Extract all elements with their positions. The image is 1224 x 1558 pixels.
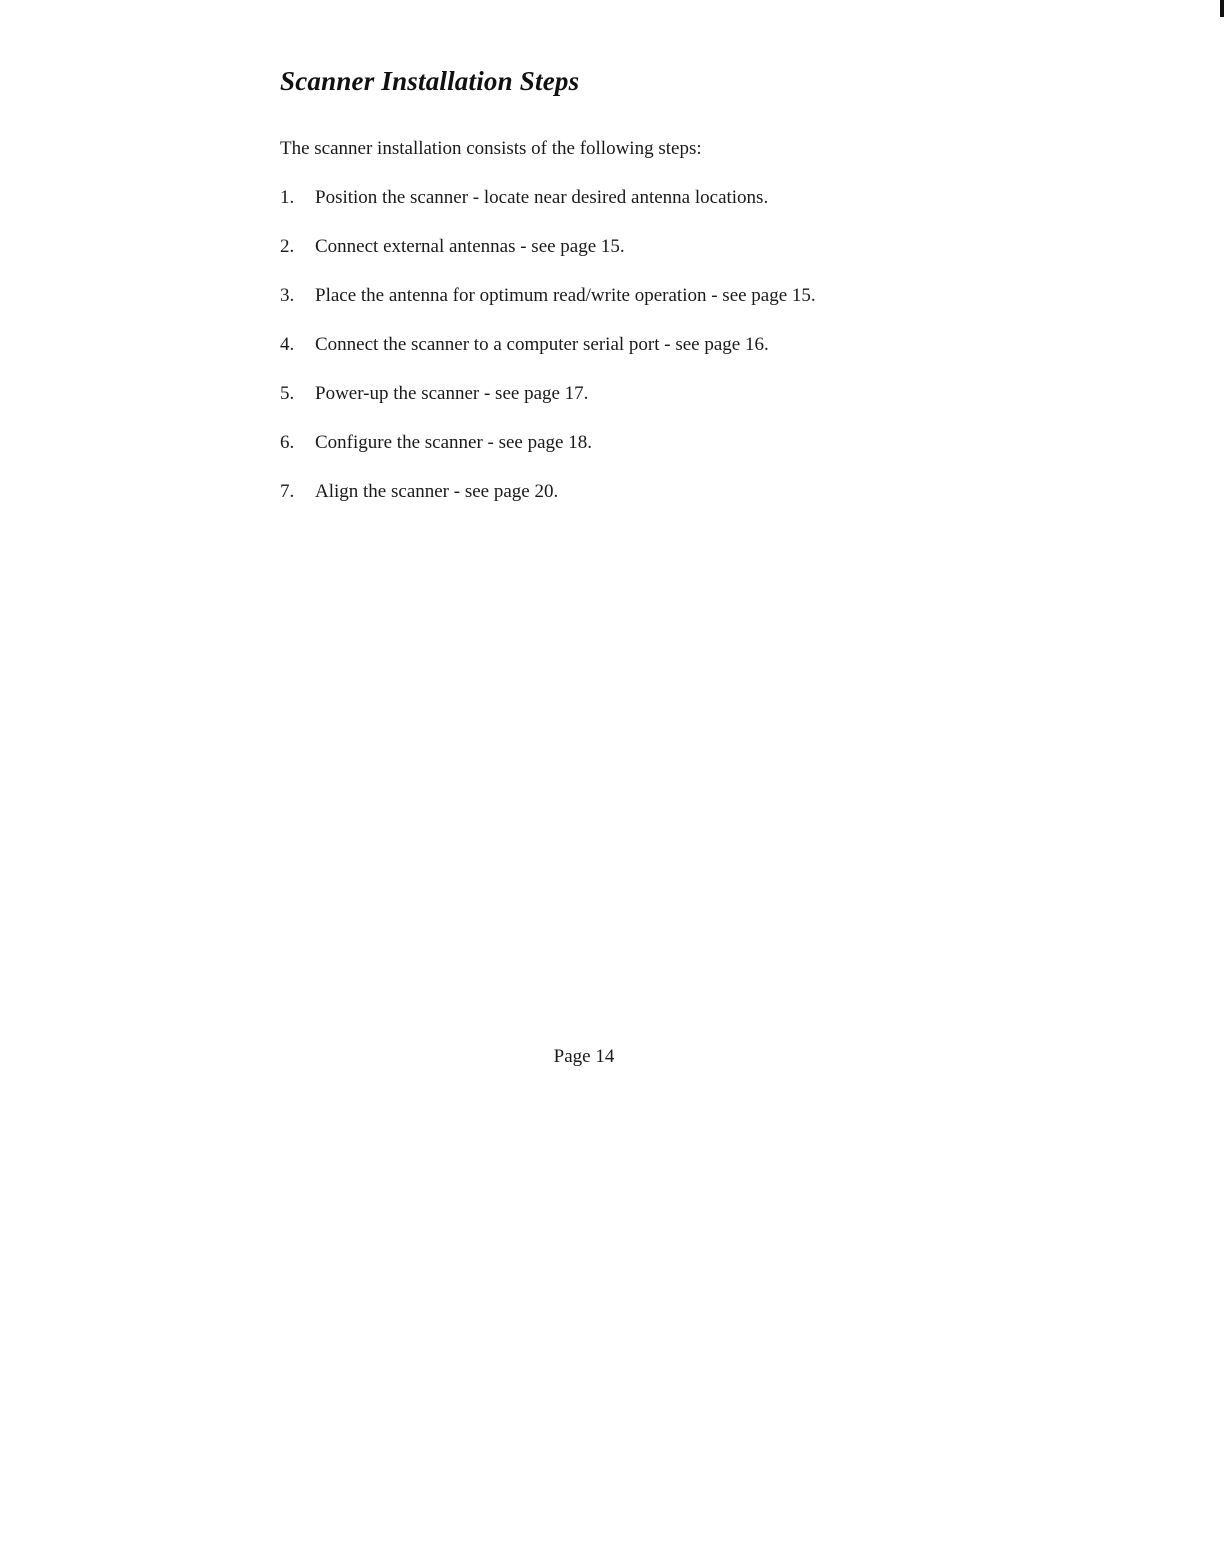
list-item xyxy=(280,480,900,504)
step-text: Align the scanner - see page 20. xyxy=(315,481,559,502)
step-text: Connect external antennas - see page 15. xyxy=(315,236,625,257)
list-item xyxy=(280,284,900,308)
list-item xyxy=(280,333,900,357)
step-number: 4. xyxy=(280,334,295,355)
list-item xyxy=(280,186,900,210)
step-text: Position the scanner - locate near desired antenna locations. xyxy=(315,187,769,208)
step-number: 5. xyxy=(280,383,295,404)
scan-edge-mark xyxy=(1220,0,1224,17)
list-item xyxy=(280,431,900,455)
steps-list xyxy=(280,186,900,529)
step-number: 3. xyxy=(280,285,295,306)
intro-paragraph: The scanner installation consists of the following steps: xyxy=(280,138,702,159)
step-text: Connect the scanner to a computer serial port - see page 16. xyxy=(315,334,769,355)
step-number: 2. xyxy=(280,236,295,257)
list-item xyxy=(280,235,900,259)
step-text: Power-up the scanner - see page 17. xyxy=(315,383,589,404)
step-number: 1. xyxy=(280,187,295,208)
page-title: Scanner Installation Steps xyxy=(280,66,580,96)
list-item xyxy=(280,382,900,406)
step-text: Configure the scanner - see page 18. xyxy=(315,432,592,453)
step-text: Place the antenna for optimum read/write operation - see page 15. xyxy=(315,285,816,306)
step-number: 7. xyxy=(280,481,295,502)
step-number: 6. xyxy=(280,432,295,453)
page-number: Page 14 xyxy=(553,1046,615,1067)
